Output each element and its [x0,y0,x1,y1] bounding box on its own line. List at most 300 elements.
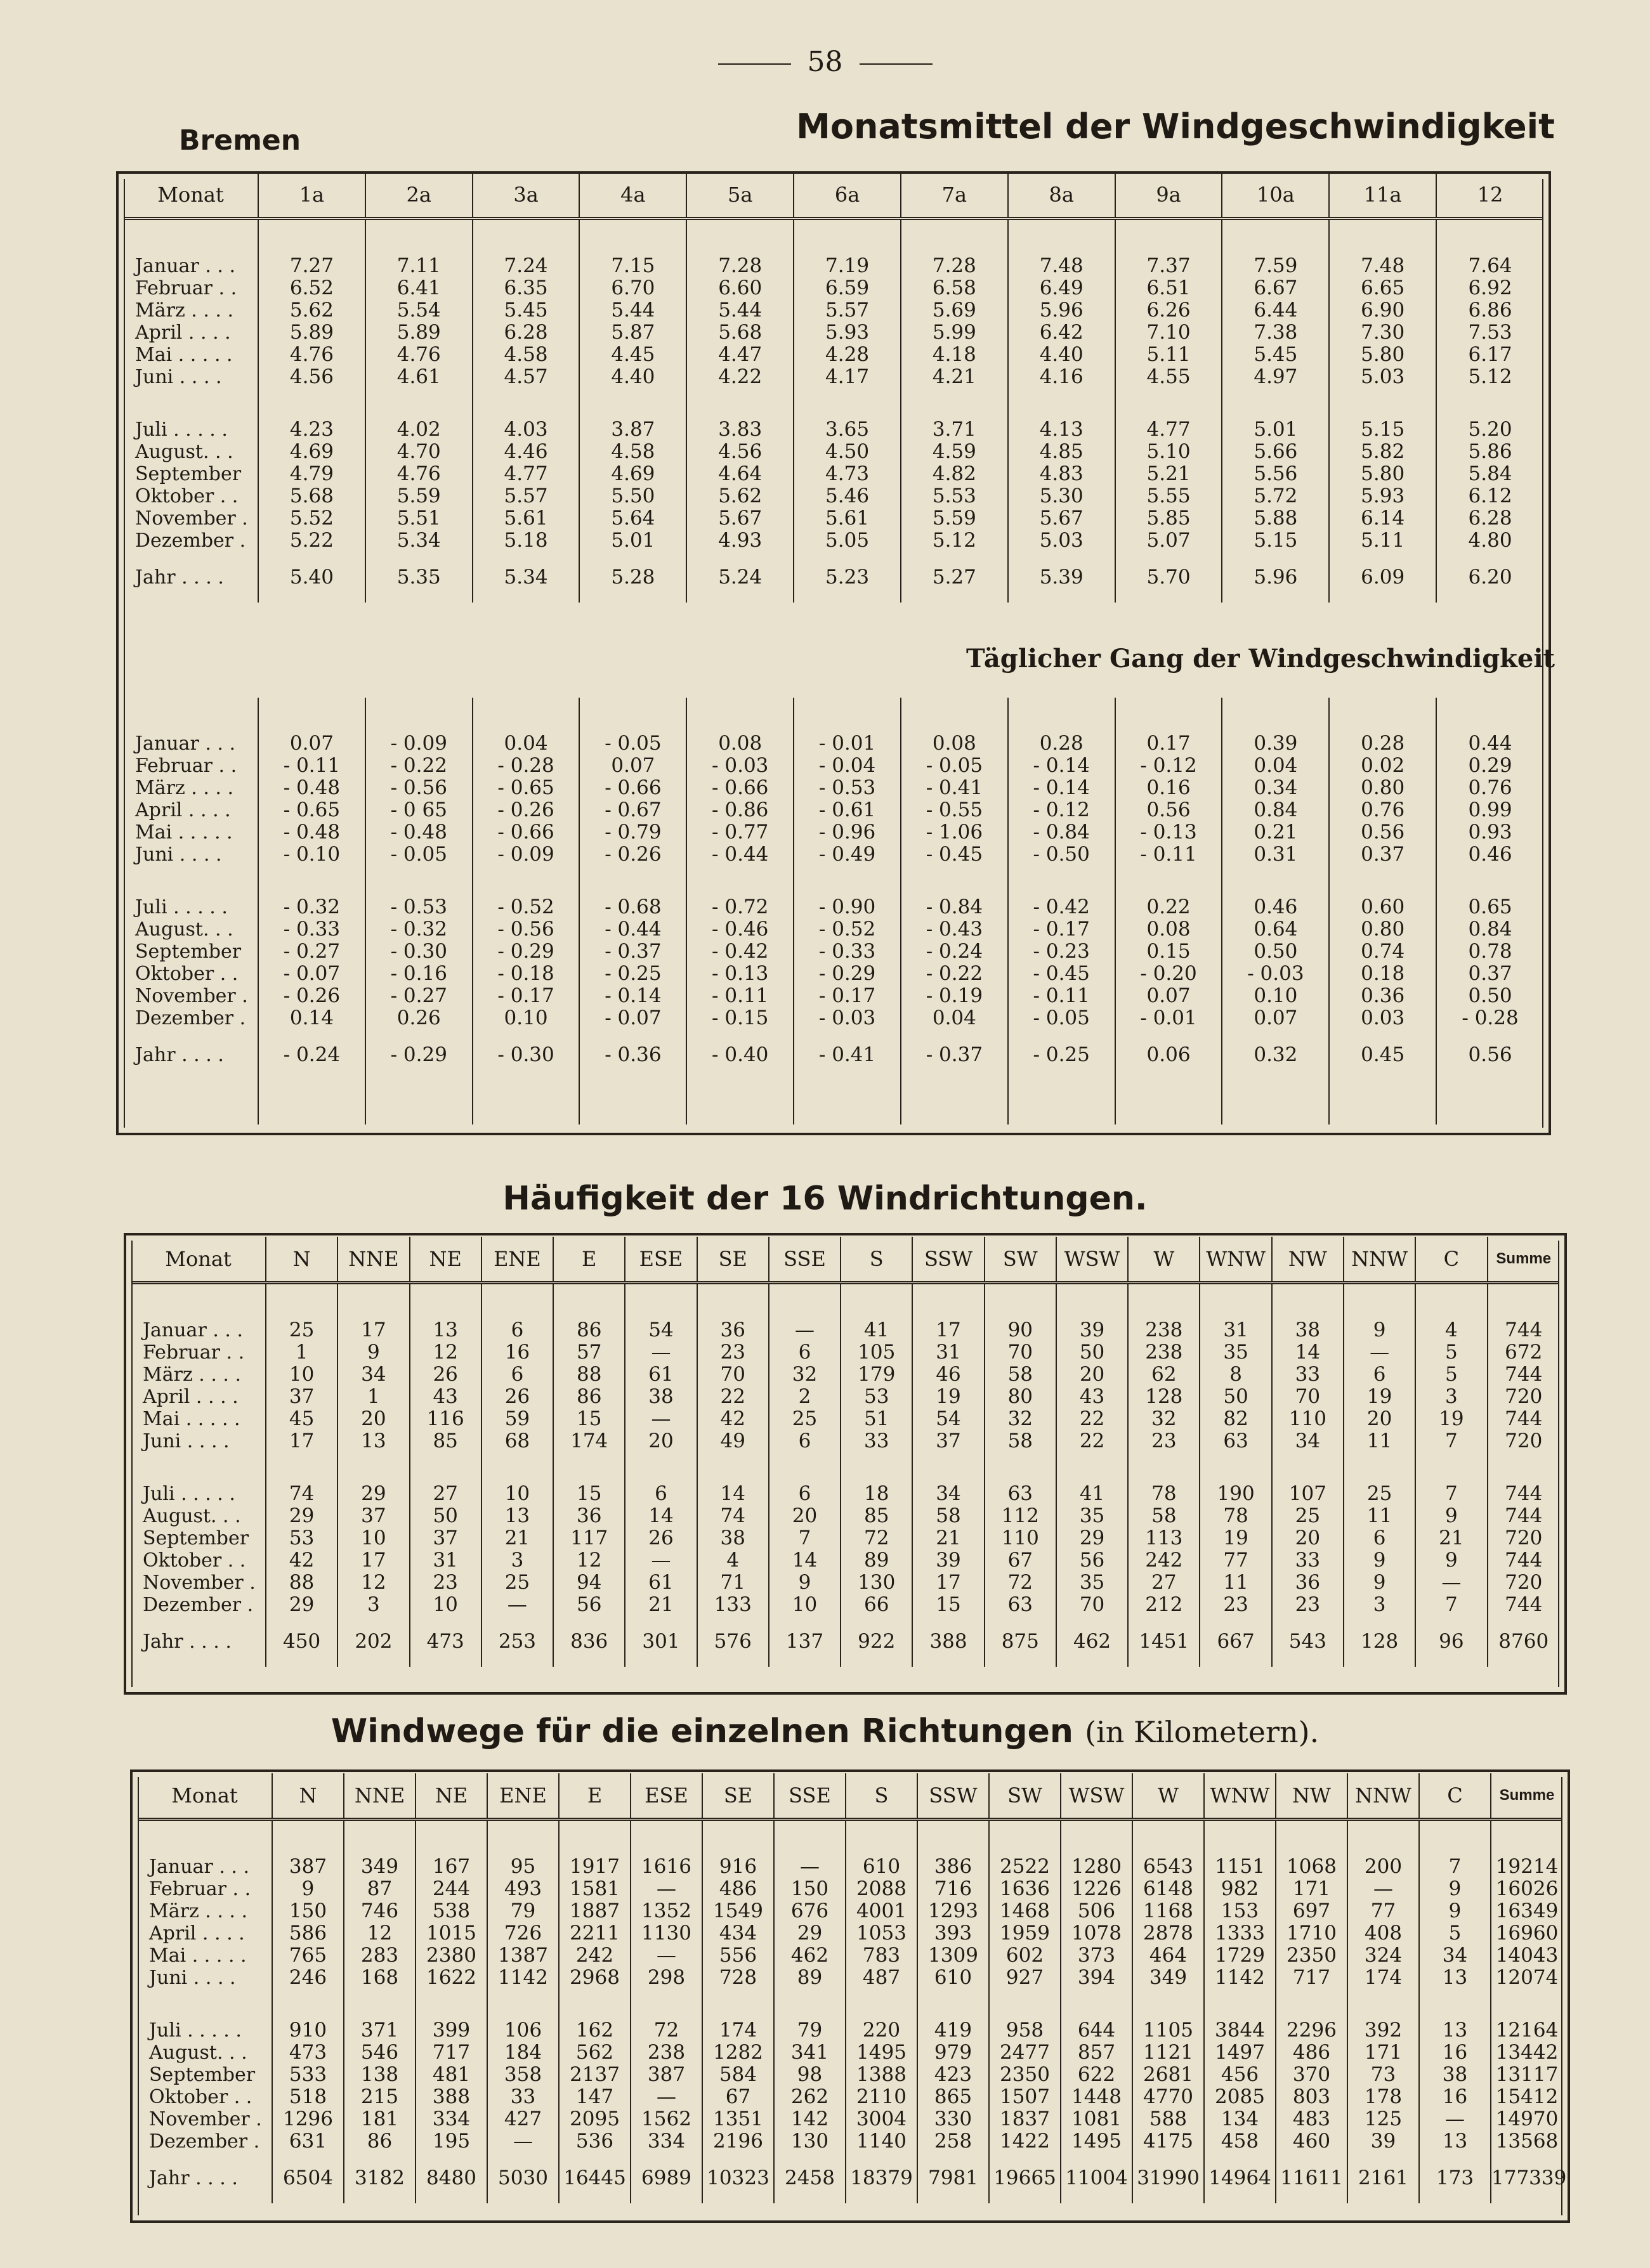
month-row [124,255,1543,277]
table-cell: 54 [625,1319,697,1341]
table-cell: 0.50 [1436,985,1543,1007]
table-cell: 3.83 [686,419,794,441]
table-cell: 9 [1419,1900,1491,1922]
table-cell: 23 [697,1341,769,1364]
table-cell: 19 [1344,1386,1415,1408]
month-row [138,2130,1562,2153]
table-cell: 5.51 [365,507,473,530]
table-cell: 0.07 [1222,1007,1329,1029]
table-cell: 4.70 [365,441,473,463]
table-cell: 16 [1419,2042,1491,2064]
spacer-cell [1061,1989,1132,2019]
table-cell: 1837 [989,2108,1061,2130]
month-label: September [135,941,242,963]
table-cell: 0.65 [1436,896,1543,918]
table-cell: 5.96 [1008,299,1115,322]
table-cell: 17 [337,1319,409,1341]
table-cell: 610 [846,1856,917,1878]
table-cell: 1309 [917,1945,989,1967]
tail-cell [579,1080,686,1124]
table-cell: — [487,2130,559,2153]
month-row [124,441,1543,463]
spacer-cell [124,866,258,896]
table-cell: 556 [702,1945,774,1967]
table-cell: 5.45 [473,299,580,322]
table-cell: - 0.30 [473,1029,580,1080]
spacer-cell [1329,388,1436,419]
table-cell: 56 [1056,1549,1128,1572]
table-cell: 21 [625,1594,697,1616]
table-cell: 58 [1128,1505,1200,1527]
column-header: 2a [365,173,473,219]
table-cell: 5.18 [473,530,580,552]
table-cell: — [631,1878,702,1900]
table-cell: - 0.09 [473,844,580,866]
table-cell: 5.88 [1222,507,1329,530]
table-cell: 4.13 [1008,419,1115,441]
table-cell: 54 [912,1408,984,1430]
table-cell: 29 [266,1505,337,1527]
table-cell: 982 [1204,1878,1276,1900]
table-cell: 25 [769,1408,841,1430]
spacer-cell [841,1452,912,1483]
spacer-cell [138,1820,272,1856]
spacer-cell [901,219,1008,256]
table-cell: - 0.22 [365,755,473,777]
table-cell: 79 [487,1900,559,1922]
table-cell: 1959 [989,1922,1061,1945]
table-cell: 5.22 [258,530,365,552]
table-cell: 29 [774,1922,846,1945]
month-label: August. . . [135,441,233,463]
table-cell: 0.78 [1436,941,1543,963]
table-cell: 373 [1061,1945,1132,1967]
table-cell: 0.56 [1115,799,1222,821]
table-cell: 875 [985,1616,1056,1667]
table-cell: - 0.86 [686,799,794,821]
table-cell: 481 [416,2064,487,2086]
table-cell: 4.73 [794,463,901,485]
month-label: Februar . . [143,1341,245,1364]
month-row [124,733,1543,755]
table-cell: 29 [266,1594,337,1616]
table-cell: 6.42 [1008,322,1115,344]
month-row [124,985,1543,1007]
table-cell: 667 [1200,1616,1271,1667]
table-cell: - 0.29 [365,1029,473,1080]
month-label: Juli . . . . . [149,2019,242,2042]
table-cell: 26 [481,1386,553,1408]
month-label: Oktober . . [135,485,239,507]
table-cell: 45 [266,1408,337,1430]
table-cell: 58 [985,1364,1056,1386]
divider-cell [473,603,580,698]
table-cell: 6 [625,1483,697,1505]
table-cell: 80 [985,1386,1056,1408]
divider-cell [258,603,365,698]
table-cell: 82 [1200,1408,1271,1430]
table-cell: 4.28 [794,344,901,366]
table-cell: - 0.11 [1008,985,1115,1007]
column-header: NNW [1344,1237,1415,1283]
spacer-cell [1056,1452,1128,1483]
month-row [138,2086,1562,2108]
month-label: April . . . . [143,1386,239,1408]
month-row [124,530,1543,552]
tail-cell [1222,1080,1329,1124]
table-cell: 13568 [1491,2130,1562,2153]
spacer-cell [337,1283,409,1320]
table-cell: 9 [1344,1319,1415,1341]
tail-cell [1329,1080,1436,1124]
table-cell: 4.83 [1008,463,1115,485]
table-cell: - 0.18 [473,963,580,985]
table-cell: - 0.13 [686,963,794,985]
table-cell: 720 [1488,1527,1559,1549]
table-cell: 7.59 [1222,255,1329,277]
table-cell: 5.82 [1329,441,1436,463]
table-cell: 5.67 [1008,507,1115,530]
table-cell: 9 [337,1341,409,1364]
table-cell: 15 [553,1408,625,1430]
table-cell: 5.67 [686,507,794,530]
month-label: Dezember . [149,2130,260,2153]
table-cell: 5.89 [258,322,365,344]
spacer-cell [1204,1820,1276,1856]
table-cell: 11 [1200,1572,1271,1594]
spacer-cell [559,1989,631,2019]
spacer-cell [686,388,794,419]
table-cell: 2110 [846,2086,917,2108]
table-cell: 22 [1056,1430,1128,1452]
spacer-cell [794,698,901,733]
table-cell: 31990 [1132,2153,1204,2203]
table-cell: 927 [989,1967,1061,1989]
table-cell: 13 [1419,2130,1491,2153]
table-cell: 86 [553,1319,625,1341]
table-cell: 5.86 [1436,441,1543,463]
table-cell: 450 [266,1616,337,1667]
spacer-cell [1204,1989,1276,2019]
spacer-cell [1008,866,1115,896]
table-cell: 7.37 [1115,255,1222,277]
table-cell: 0.44 [1436,733,1543,755]
table-cell: - 0.29 [794,963,901,985]
header-row [131,1237,1559,1283]
table-cell: - 0.23 [1008,941,1115,963]
table-cell: 110 [985,1527,1056,1549]
month-row [138,1922,1562,1945]
table-cell: 202 [337,1616,409,1667]
table-cell: - 0.77 [686,821,794,844]
month-label: September [135,463,242,485]
column-header: WSW [1056,1237,1128,1283]
table-cell: - 0.52 [794,918,901,941]
table-cell: - 0.01 [1115,1007,1222,1029]
table-cell: 1226 [1061,1878,1132,1900]
table-cell: 5.84 [1436,463,1543,485]
table-cell: 4.21 [901,366,1008,388]
table-cell: 238 [631,2042,702,2064]
table-cell: 86 [344,2130,416,2153]
table-cell: 783 [846,1945,917,1967]
table-cell: 5.62 [258,299,365,322]
tail-row [124,1080,1543,1124]
column-header: 10a [1222,173,1329,219]
table-cell: 8480 [416,2153,487,2203]
spacer-cell [774,1820,846,1856]
table-cell: 38 [1419,2064,1491,2086]
month-row [131,1364,1559,1386]
table-cell: 6989 [631,2153,702,2203]
table-cell: 34 [337,1364,409,1386]
table-cell: 458 [1204,2130,1276,2153]
table-cell: 7.19 [794,255,901,277]
month-label: August. . . [149,2042,247,2064]
column-header: N [272,1773,344,1820]
table-cell: 4.76 [258,344,365,366]
table-cell: 5.96 [1222,552,1329,603]
table-cell: 0.26 [365,1007,473,1029]
table-cell: - 0.24 [258,1029,365,1080]
table-cell: 3844 [1204,2019,1276,2042]
table-cell: 63 [985,1594,1056,1616]
table-cell: 66 [841,1594,912,1616]
table-cell: 17 [912,1572,984,1594]
spacer-cell [1008,219,1115,256]
spacer-cell [553,1283,625,1320]
table-cell: 717 [416,2042,487,2064]
table-cell: 1068 [1276,1856,1347,1878]
table-cell: 5.72 [1222,485,1329,507]
table-cell: — [625,1341,697,1364]
table-cell: - 0.53 [365,896,473,918]
table-cell: 174 [553,1430,625,1452]
table-cell: 5.61 [794,507,901,530]
table-cell: 25 [481,1572,553,1594]
header-row [138,1773,1562,1820]
table-cell: 0.32 [1222,1029,1329,1080]
table-cell: - 0.25 [579,963,686,985]
spacer-cell [410,1452,481,1483]
spacer-cell [1222,388,1329,419]
table-cell: 11 [1344,1505,1415,1527]
table-cell: 13 [1419,2019,1491,2042]
table-cell: 21 [912,1527,984,1549]
table-cell: 74 [266,1483,337,1505]
month-row [138,1967,1562,1989]
table-cell: 7 [1415,1483,1487,1505]
table-cell: 16 [481,1341,553,1364]
table-cell: 130 [841,1572,912,1594]
table-cell: 857 [1061,2042,1132,2064]
table-cell: 0.07 [258,733,365,755]
table-cell: 301 [625,1616,697,1667]
column-header: 6a [794,173,901,219]
month-label: Mai . . . . . [149,1945,247,1967]
column-header: SSE [774,1773,846,1820]
spacer-cell [473,698,580,733]
table-cell: 387 [631,2064,702,2086]
spacer-cell [1488,1283,1559,1320]
table-cell: 14964 [1204,2153,1276,2203]
table-cell: 11611 [1276,2153,1347,2203]
table-cell: 133 [697,1594,769,1616]
table-cell: 150 [272,1900,344,1922]
spacer-cell [553,1452,625,1483]
table-cell: 5.64 [579,507,686,530]
table-cell: 117 [553,1527,625,1549]
table-cell: 5.01 [1222,419,1329,441]
table-cell: 17 [337,1549,409,1572]
table-cell: 68 [481,1430,553,1452]
table-cell: 1497 [1204,2042,1276,2064]
table-cell: 7.27 [258,255,365,277]
table-cell: - 0.36 [579,1029,686,1080]
table-cell: 70 [697,1364,769,1386]
table-cell: 178 [1347,2086,1419,2108]
column-header: NNE [337,1237,409,1283]
table-cell: 15412 [1491,2086,1562,2108]
table-cell: 2088 [846,1878,917,1900]
spacer-cell [1222,866,1329,896]
table-cell: 1293 [917,1900,989,1922]
table-cell: 5.59 [901,507,1008,530]
table-cell: 4.61 [365,366,473,388]
month-label: Oktober . . [149,2086,252,2108]
column-header: Monat [124,173,258,219]
table-cell: 334 [631,2130,702,2153]
table-cell: 147 [559,2086,631,2108]
table-cell: 622 [1061,2064,1132,2086]
month-row [131,1549,1559,1572]
table-cell: 6.26 [1115,299,1222,322]
table-cell: 32 [1128,1408,1200,1430]
table-cell: 546 [344,2042,416,2064]
spacer-cell [1008,388,1115,419]
spacer-cell [625,1452,697,1483]
table-cell: 1351 [702,2108,774,2130]
table-cell: - 0.15 [686,1007,794,1029]
table-cell: 0.16 [1115,777,1222,799]
table-cell: 1387 [487,1945,559,1967]
table-cell: - 0.96 [794,821,901,844]
month-row [138,1900,1562,1922]
table-cell: 37 [912,1430,984,1452]
spacer-cell [487,1820,559,1856]
spacer-cell [1132,1820,1204,1856]
table-cell: - 0.42 [686,941,794,963]
table-cell: - 0.26 [579,844,686,866]
spacer-cell [1056,1283,1128,1320]
table-cell: 584 [702,2064,774,2086]
table-cell: 72 [985,1572,1056,1594]
table-cell: 5.50 [579,485,686,507]
spacer-cell [1132,1989,1204,2019]
tail-cell [794,1080,901,1124]
spacer-cell [901,388,1008,419]
table-cell: 5.87 [579,322,686,344]
table-cell: 20 [1344,1408,1415,1430]
table-cell: 25 [1344,1483,1415,1505]
month-label: November . [149,2108,262,2130]
table-cell: 5.57 [473,485,580,507]
spacer-cell [481,1283,553,1320]
column-header: 3a [473,173,580,219]
table-cell: - 0.37 [901,1029,1008,1080]
month-row [131,1483,1559,1505]
month-label: Jahr . . . . [135,566,224,589]
month-row [124,896,1543,918]
table-cell: 5.55 [1115,485,1222,507]
table-cell: 13 [481,1505,553,1527]
table-cell: 173 [1419,2153,1491,2203]
city-label: Bremen [179,124,301,157]
annual-row [138,2153,1562,2203]
month-row [124,941,1543,963]
table-cell: 5.46 [794,485,901,507]
table-cell: 6.17 [1436,344,1543,366]
month-label: Juni . . . . [143,1430,230,1452]
table-cell: 4.46 [473,441,580,463]
month-label: April . . . . [135,322,231,344]
table-cell: 2161 [1347,2153,1419,2203]
spacer-cell [416,1989,487,2019]
table-cell: - 0.67 [579,799,686,821]
spacer-cell [1419,1820,1491,1856]
table-cell: 238 [1128,1319,1200,1341]
spacer-cell [702,1820,774,1856]
tail-cell [686,1080,794,1124]
column-header: NNW [1347,1773,1419,1820]
table-cell: 0.04 [1222,755,1329,777]
table-cell: - 0.42 [1008,896,1115,918]
table-cell: - 0.48 [258,821,365,844]
table-cell: 388 [416,2086,487,2108]
table-cell: 586 [272,1922,344,1945]
table-cell: 5.03 [1329,366,1436,388]
table-cell: - 0.09 [365,733,473,755]
table-cell: - 0.37 [579,941,686,963]
table-cell: - 0.05 [1008,1007,1115,1029]
table-cell: 9 [1344,1572,1415,1594]
table-cell: 5.70 [1115,552,1222,603]
table-cell: 72 [631,2019,702,2042]
table-cell: 0.56 [1436,1029,1543,1080]
tail-cell [1436,1080,1543,1124]
table-cell: 31 [410,1549,481,1572]
table-cell: 0.06 [1115,1029,1222,1080]
month-label: September [149,2064,256,2086]
table-cell: 9 [1344,1549,1415,1572]
table-cell: 6.09 [1329,552,1436,603]
table-cell: 5030 [487,2153,559,2203]
month-label: Mai . . . . . [135,344,233,366]
table-cell: - 0.17 [473,985,580,1007]
spacer-cell [1276,1989,1347,2019]
table-cell: 1105 [1132,2019,1204,2042]
table-cell: 167 [416,1856,487,1878]
table-cell: 5.03 [1008,530,1115,552]
table-cell: 184 [487,2042,559,2064]
table-cell: 1140 [846,2130,917,2153]
spacer-cell [686,219,794,256]
month-label: März . . . . [135,299,234,322]
spacer-cell [272,1989,344,2019]
table-cell: - 0.24 [901,941,1008,963]
spacer-cell [131,1452,266,1483]
table-cell: 38 [1272,1319,1344,1341]
